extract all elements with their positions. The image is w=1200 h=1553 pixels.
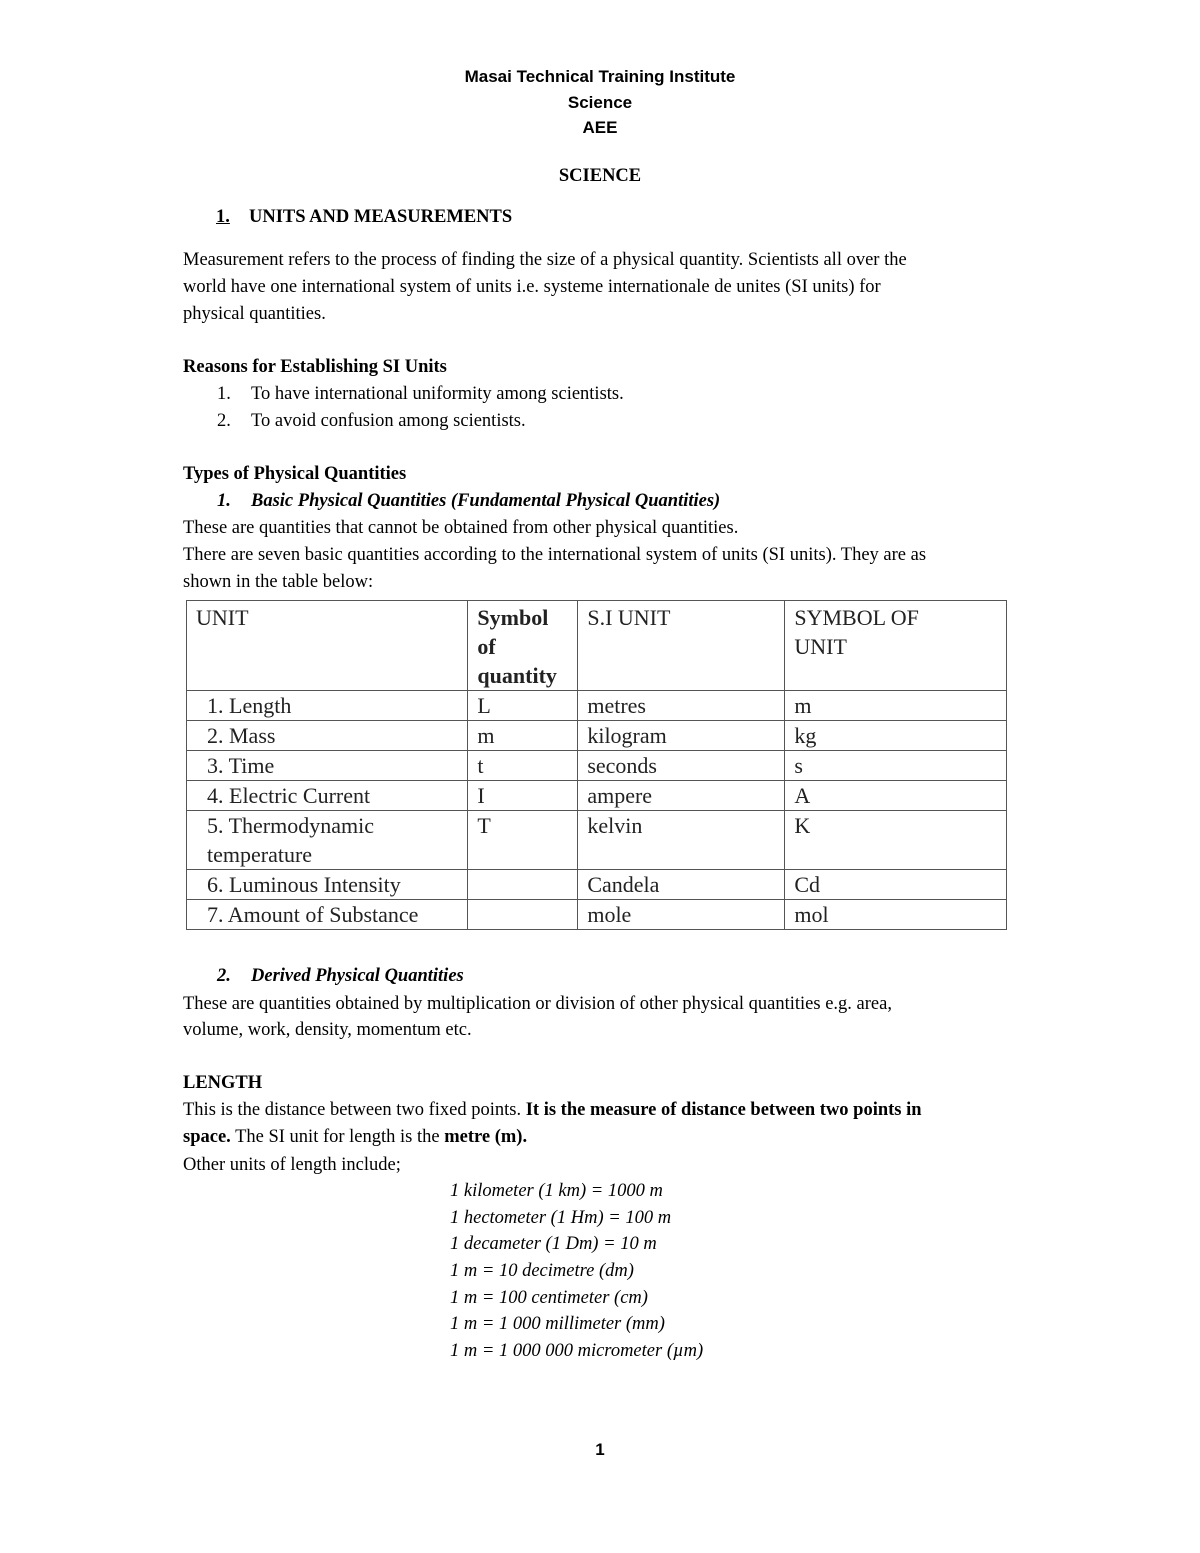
header-symbol-of-unit: SYMBOL OF UNIT — [785, 601, 1007, 691]
table-header-row — [187, 601, 1007, 691]
cell-si-unit: kilogram — [578, 721, 785, 751]
cell-si-unit: kelvin — [578, 811, 785, 870]
cell-unit: 3. Time — [187, 751, 468, 781]
cell-si-unit: mole — [578, 900, 785, 930]
cell-unit-symbol: kg — [785, 721, 1007, 751]
cell-unit-symbol: A — [785, 781, 1007, 811]
table-row — [187, 751, 1007, 781]
cell-unit: 4. Electric Current — [187, 781, 468, 811]
equation-dam: 1 decameter (1 Dm) = 10 m — [450, 1234, 657, 1254]
length-line-2: space. The SI unit for length is the metre (m). — [183, 1127, 528, 1147]
cell-symbol: T — [468, 811, 578, 870]
cell-symbol: L — [468, 691, 578, 721]
cell-si-unit: ampere — [578, 781, 785, 811]
cell-unit: 1. Length — [187, 691, 468, 721]
equation-hm: 1 hectometer (1 Hm) = 100 m — [450, 1208, 672, 1228]
table-row — [187, 781, 1007, 811]
table-row — [187, 691, 1007, 721]
intro-line-1: Measurement refers to the process of finding the size of a physical quantity. Scientists all over the — [183, 250, 907, 270]
cell-symbol: m — [468, 721, 578, 751]
cell-si-unit: metres — [578, 691, 785, 721]
cell-unit-symbol: mol — [785, 900, 1007, 930]
length-heading: LENGTH — [183, 1073, 263, 1093]
length-line-3: Other units of length include; — [183, 1155, 401, 1175]
cell-unit: 2. Mass — [187, 721, 468, 751]
course-code: AEE — [582, 118, 618, 137]
cell-unit: 5. Thermodynamic temperature — [187, 811, 468, 870]
equation-km: 1 kilometer (1 km) = 1000 m — [450, 1181, 663, 1201]
cell-symbol: t — [468, 751, 578, 781]
table-row — [187, 900, 1007, 930]
cell-si-unit: Candela — [578, 870, 785, 900]
basic-line-3: shown in the table below: — [183, 572, 374, 592]
intro-line-3: physical quantities. — [183, 304, 326, 324]
types-heading: Types of Physical Quantities — [183, 464, 407, 484]
header-si-unit: S.I UNIT — [578, 601, 785, 691]
derived-line-2: volume, work, density, momentum etc. — [183, 1020, 472, 1040]
institute-name: Masai Technical Training Institute — [464, 67, 736, 86]
reason-item-2: To avoid confusion among scientists. — [251, 411, 526, 431]
section-heading: UNITS AND MEASUREMENTS — [249, 207, 513, 227]
table-row — [187, 811, 1007, 870]
equation-um: 1 m = 1 000 000 micrometer (µm) — [450, 1341, 704, 1361]
equation-cm: 1 m = 100 centimeter (cm) — [450, 1288, 648, 1308]
reason-number-2: 2. — [217, 411, 231, 431]
header-unit: UNIT — [187, 601, 468, 691]
table-row — [187, 870, 1007, 900]
derived-line-1: These are quantities obtained by multiplication or division of other physical quantities e.g. area, — [183, 994, 892, 1014]
derived-number: 2. — [217, 966, 231, 986]
derived-heading: Derived Physical Quantities — [251, 966, 464, 986]
cell-unit-symbol: K — [785, 811, 1007, 870]
reason-number-1: 1. — [217, 384, 231, 404]
subject-name: Science — [567, 93, 633, 112]
basic-line-2: There are seven basic quantities according to the international system of units (SI units). They are as — [183, 545, 927, 565]
document-title: SCIENCE — [558, 166, 642, 186]
section-number: 1. — [216, 207, 230, 227]
cell-unit: 6. Luminous Intensity — [187, 870, 468, 900]
intro-line-2: world have one international system of units i.e. systeme internationale de unites (SI units) for — [183, 277, 881, 297]
basic-line-1: These are quantities that cannot be obtained from other physical quantities. — [183, 518, 739, 538]
cell-unit: 7. Amount of Substance — [187, 900, 468, 930]
basic-number: 1. — [217, 491, 231, 511]
page-number: 1 — [595, 1440, 605, 1459]
table-row — [187, 721, 1007, 751]
cell-unit-symbol: m — [785, 691, 1007, 721]
reasons-heading: Reasons for Establishing SI Units — [183, 357, 447, 377]
reason-item-1: To have international uniformity among scientists. — [251, 384, 624, 404]
cell-si-unit: seconds — [578, 751, 785, 781]
cell-symbol — [468, 870, 578, 900]
cell-unit-symbol: Cd — [785, 870, 1007, 900]
cell-symbol — [468, 900, 578, 930]
equation-mm: 1 m = 1 000 millimeter (mm) — [450, 1314, 665, 1334]
cell-unit-symbol: s — [785, 751, 1007, 781]
header-symbol-of-quantity: Symbol of quantity — [468, 601, 578, 691]
basic-heading: Basic Physical Quantities (Fundamental Physical Quantities) — [251, 491, 721, 511]
cell-symbol: I — [468, 781, 578, 811]
length-line-1: This is the distance between two fixed points. It is the measure of distance between two points in — [183, 1100, 922, 1120]
equation-dm: 1 m = 10 decimetre (dm) — [450, 1261, 634, 1281]
si-units-table — [186, 600, 1007, 930]
